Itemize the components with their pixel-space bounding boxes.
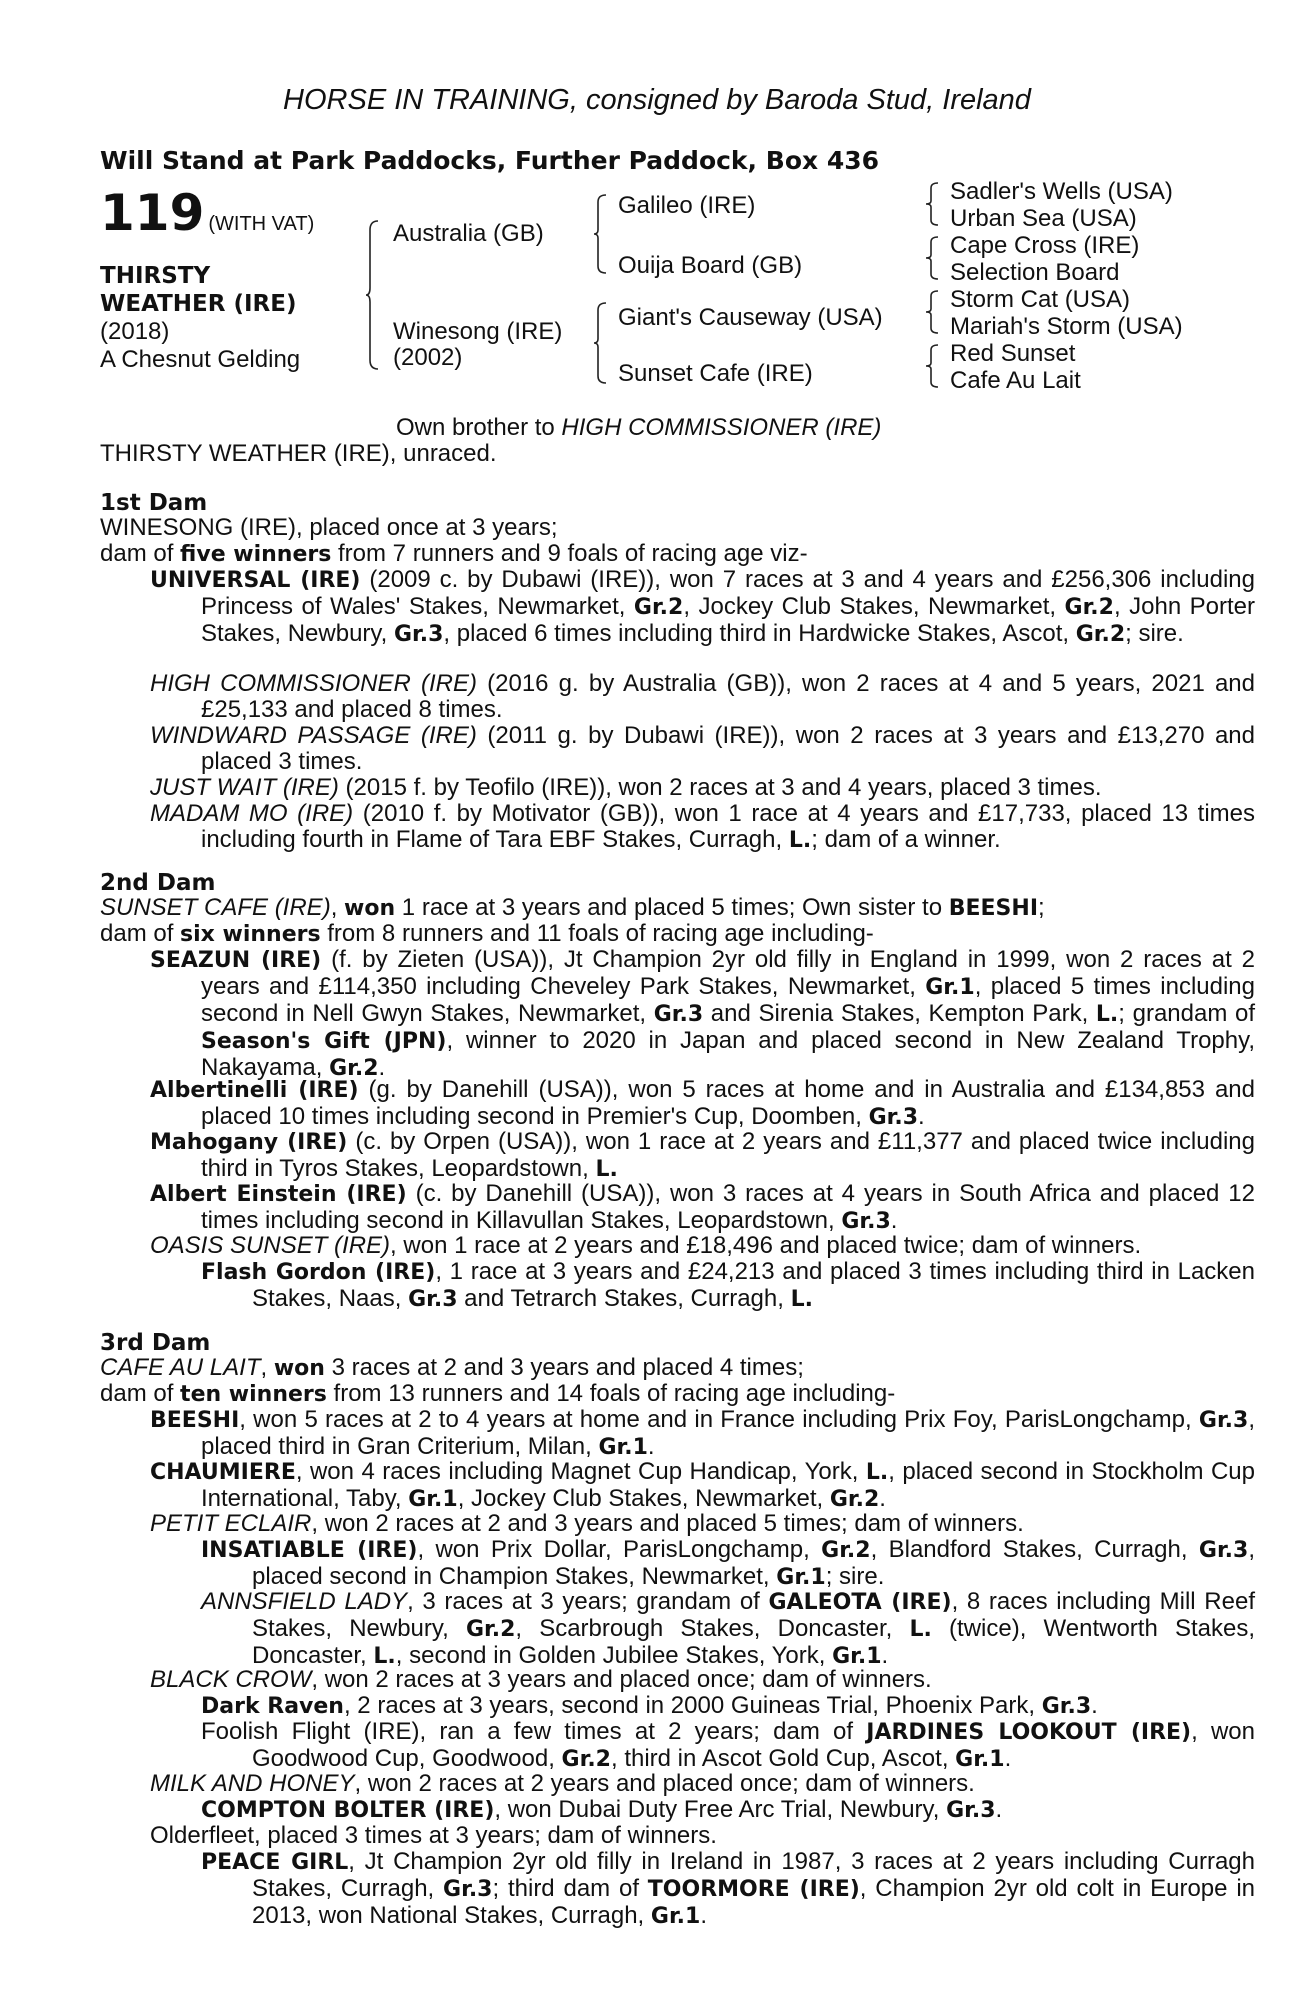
horse-name-line1: THIRSTY bbox=[100, 263, 211, 289]
pedigree-g3: Cape Cross (IRE) bbox=[950, 232, 1140, 259]
section-heading: 3rd Dam bbox=[100, 1330, 211, 1356]
brace-g3 bbox=[926, 290, 940, 334]
produce-entry: BEESHI, won 5 races at 2 to 4 years at home and in France including Prix Foy, ParisLongchamp, Gr.3, placed third in Gran Criterium, Milan, Gr.1. bbox=[150, 1406, 1255, 1460]
stand-location: Will Stand at Park Paddocks, Further Paddock, Box 436 bbox=[100, 146, 880, 175]
produce-entry: Flash Gordon (IRE), 1 race at 3 years and £24,213 and placed 3 times including third in Lacken Stakes, Naas, Gr.3 and Tetrarch Stakes, Curragh, L. bbox=[201, 1258, 1255, 1312]
horse-name-line2: WEATHER (IRE) bbox=[100, 291, 297, 317]
horse-year: (2018) bbox=[100, 318, 170, 345]
lot-number bbox=[100, 184, 314, 242]
produce-entry: MADAM MO (IRE) (2010 f. by Motivator (GB)), won 1 race at 4 years and £17,733, placed 13 times including fourth in Flame of Tara EBF Stakes, Curragh, L.; dam of a winner. bbox=[150, 800, 1255, 853]
produce-entry: Albertinelli (IRE) (g. by Danehill (USA)), won 5 races at home and in Australia and £134,853 and placed 10 times including second in Premier's Cup, Doomben, Gr.3. bbox=[150, 1076, 1255, 1130]
section-heading: 1st Dam bbox=[100, 490, 208, 516]
section-heading: 2nd Dam bbox=[100, 870, 216, 896]
pedigree-sire-dam: Ouija Board (GB) bbox=[618, 252, 803, 279]
pedigree-dam-year: (2002) bbox=[393, 344, 463, 371]
produce-entry: BLACK CROW, won 2 races at 3 years and placed once; dam of winners. bbox=[150, 1666, 932, 1693]
produce-entry: ANNSFIELD LADY, 3 races at 3 years; grandam of GALEOTA (IRE), 8 races including Mill Reef Stakes, Newbury, Gr.2, Scarbrough Stakes, Doncaster, L. (twice), Wentworth Stakes, Doncaster, L., second in Golden Jubilee Stakes, York, Gr.1. bbox=[201, 1588, 1255, 1669]
pedigree-dam-sire: Giant's Causeway (USA) bbox=[618, 304, 883, 331]
brace-g2 bbox=[926, 236, 940, 280]
produce-entry: COMPTON BOLTER (IRE), won Dubai Duty Free Arc Trial, Newbury, Gr.3. bbox=[201, 1796, 1003, 1823]
brace-g4 bbox=[926, 344, 940, 388]
produce-entry: Mahogany (IRE) (c. by Orpen (USA)), won 1 race at 2 years and £11,377 and placed twice including third in Tyros Stakes, Leopardstown, L. bbox=[150, 1128, 1255, 1182]
brace-dam bbox=[594, 302, 608, 384]
pedigree-g1: Sadler's Wells (USA) bbox=[950, 178, 1173, 205]
own-brother-note bbox=[396, 414, 881, 442]
dam-line: CAFE AU LAIT, won 3 races at 2 and 3 years and placed 4 times; bbox=[100, 1354, 804, 1381]
page-title: HORSE IN TRAINING, consigned by Baroda Stud, Ireland bbox=[283, 84, 1031, 116]
dam-produce-line: dam of six winners from 8 runners and 11 foals of racing age including- bbox=[100, 920, 874, 947]
dam-produce-line: dam of ten winners from 13 runners and 14 foals of racing age including- bbox=[100, 1380, 896, 1407]
dam-line: SUNSET CAFE (IRE), won 1 race at 3 years and placed 5 times; Own sister to BEESHI; bbox=[100, 894, 1045, 921]
own-brother-prefix: Own brother to bbox=[396, 414, 562, 441]
pedigree-dam-dam: Sunset Cafe (IRE) bbox=[618, 360, 813, 387]
horse-details bbox=[100, 262, 300, 374]
produce-entry: WINDWARD PASSAGE (IRE) (2011 g. by Dubawi (IRE)), won 2 races at 3 years and £13,270 and placed 3 times. bbox=[150, 722, 1255, 775]
pedigree-g6: Mariah's Storm (USA) bbox=[950, 313, 1183, 340]
produce-entry: Olderfleet, placed 3 times at 3 years; dam of winners. bbox=[150, 1822, 717, 1849]
produce-entry: INSATIABLE (IRE), won Prix Dollar, ParisLongchamp, Gr.2, Blandford Stakes, Curragh, Gr.3, placed second in Champion Stakes, Newmarket, Gr.1; sire. bbox=[201, 1536, 1256, 1590]
pedigree-dam: Winesong (IRE) bbox=[393, 318, 563, 345]
lot-number-value: 119 bbox=[100, 184, 205, 242]
brace-g1 bbox=[926, 182, 940, 226]
produce-entry: Albert Einstein (IRE) (c. by Danehill (USA)), won 3 races at 4 years in South Africa and placed 12 times including second in Killavullan Stakes, Leopardstown, Gr.3. bbox=[150, 1180, 1256, 1234]
pedigree-g5: Storm Cat (USA) bbox=[950, 286, 1131, 313]
produce-entry: Dark Raven, 2 races at 3 years, second in 2000 Guineas Trial, Phoenix Park, Gr.3. bbox=[201, 1692, 1098, 1719]
dam-produce-line: dam of five winners from 7 runners and 9 foals of racing age viz- bbox=[100, 540, 808, 567]
produce-entry: JUST WAIT (IRE) (2015 f. by Teofilo (IRE)), won 2 races at 3 and 4 years, placed 3 times. bbox=[150, 774, 1102, 801]
pedigree-sire-sire: Galileo (IRE) bbox=[618, 192, 756, 219]
produce-entry: SEAZUN (IRE) (f. by Zieten (USA)), Jt Champion 2yr old filly in England in 1999, won 2 races at 2 years and £114,350 including Cheveley Park Stakes, Newmarket, Gr.1, placed 5 times including second in Nell Gwyn Stakes, Newmarket, Gr.3 and Sirenia Stakes, Kempton Park, L.; grandam of Season's Gift (JPN), winner to 2020 in Japan and placed second in New Zealand Trophy, Nakayama, Gr.2. bbox=[150, 946, 1255, 1081]
brace-main bbox=[366, 220, 380, 370]
horse-description: A Chesnut Gelding bbox=[100, 346, 301, 373]
unraced-note: THIRSTY WEATHER (IRE), unraced. bbox=[100, 440, 497, 467]
own-brother-name: HIGH COMMISSIONER (IRE) bbox=[561, 414, 882, 441]
pedigree-g7: Red Sunset bbox=[950, 340, 1076, 367]
produce-entry: CHAUMIERE, won 4 races including Magnet Cup Handicap, York, L., placed second in Stockholm Cup International, Taby, Gr.1, Jockey Club Stakes, Newmarket, Gr.2. bbox=[150, 1458, 1255, 1512]
brace-sire bbox=[594, 194, 608, 274]
produce-entry: MILK AND HONEY, won 2 races at 2 years and placed once; dam of winners. bbox=[150, 1770, 975, 1797]
vat-label: (WITH VAT) bbox=[208, 213, 315, 235]
produce-entry: UNIVERSAL (IRE) (2009 c. by Dubawi (IRE)), won 7 races at 3 and 4 years and £256,306 including Princess of Wales' Stakes, Newmarket, Gr.2, Jockey Club Stakes, Newmarket, Gr.2, John Porter Stakes, Newbury, Gr.3, placed 6 times including third in Hardwicke Stakes, Ascot, Gr.2; sire. bbox=[150, 566, 1255, 647]
dam-line: WINESONG (IRE), placed once at 3 years; bbox=[100, 514, 558, 541]
pedigree-g2: Urban Sea (USA) bbox=[950, 205, 1137, 232]
produce-entry: HIGH COMMISSIONER (IRE) (2016 g. by Australia (GB)), won 2 races at 4 and 5 years, 2021 and £25,133 and placed 8 times. bbox=[150, 670, 1255, 723]
produce-entry: OASIS SUNSET (IRE), won 1 race at 2 years and £18,496 and placed twice; dam of winners. bbox=[150, 1232, 1142, 1259]
produce-entry: PETIT ECLAIR, won 2 races at 2 and 3 years and placed 5 times; dam of winners. bbox=[150, 1510, 1024, 1537]
produce-entry: PEACE GIRL, Jt Champion 2yr old filly in Ireland in 1987, 3 races at 2 years including Curragh Stakes, Curragh, Gr.3; third dam of TOORMORE (IRE), Champion 2yr old colt in Europe in 2013, won National Stakes, Curragh, Gr.1. bbox=[201, 1848, 1256, 1929]
pedigree-sire: Australia (GB) bbox=[393, 220, 544, 247]
pedigree-g4: Selection Board bbox=[950, 259, 1120, 286]
pedigree-g8: Cafe Au Lait bbox=[950, 367, 1081, 394]
produce-entry: Foolish Flight (IRE), ran a few times at 2 years; dam of JARDINES LOOKOUT (IRE), won Goodwood Cup, Goodwood, Gr.2, third in Ascot Gold Cup, Ascot, Gr.1. bbox=[201, 1718, 1255, 1772]
